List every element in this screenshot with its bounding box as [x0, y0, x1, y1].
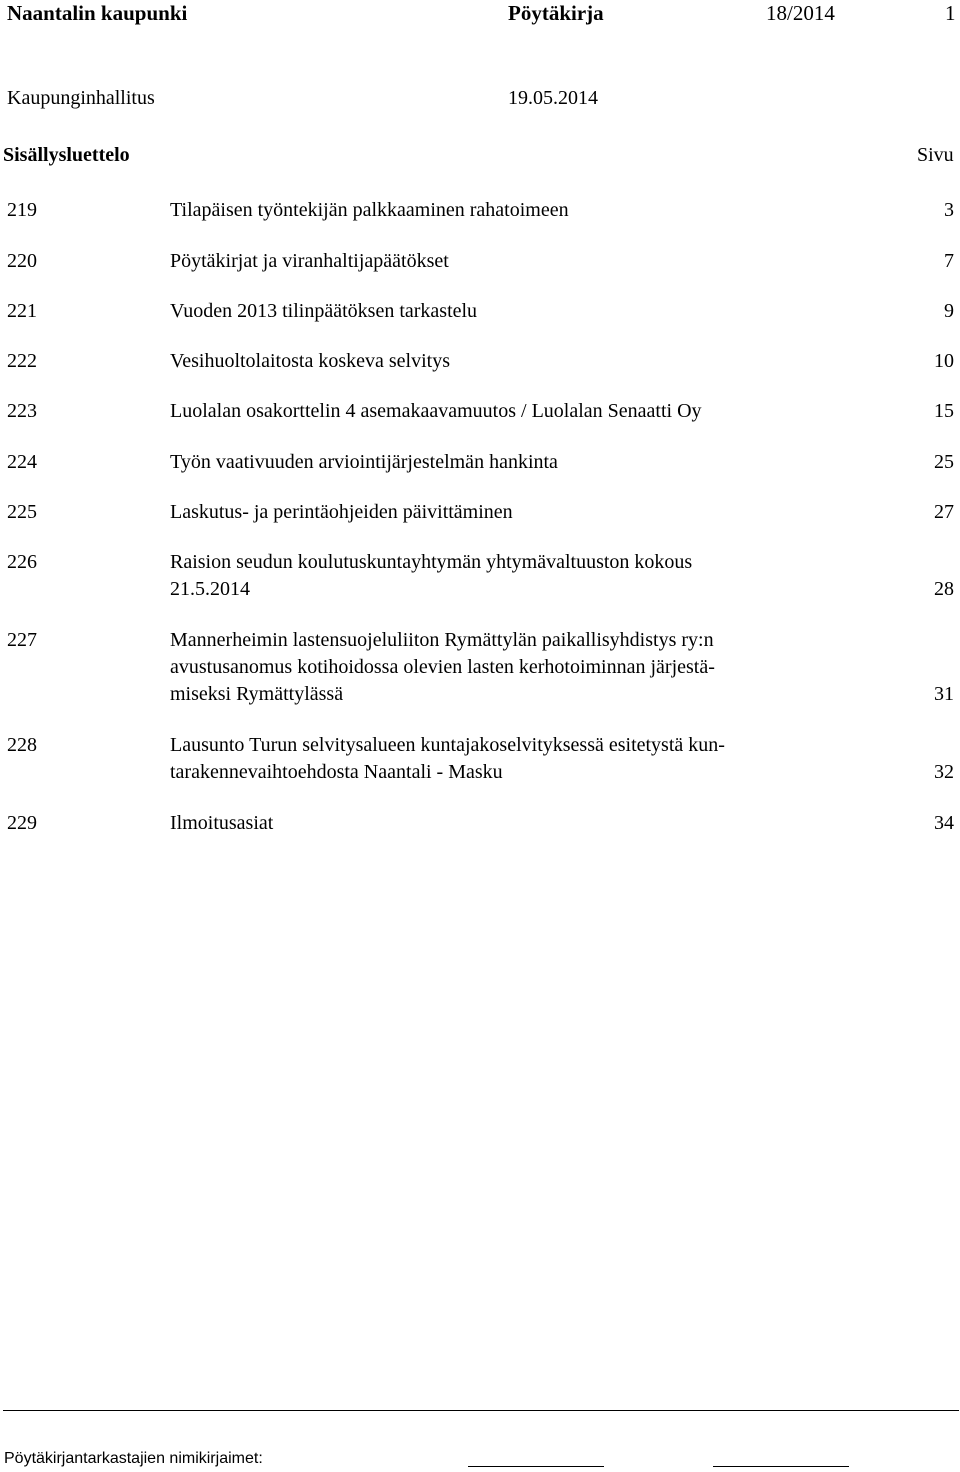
toc-entry-page: 15	[934, 400, 954, 422]
toc-entry-page: 10	[934, 350, 954, 372]
toc-entry	[0, 549, 960, 603]
toc-entry-number: 229	[7, 812, 37, 834]
signature-label: Pöytäkirjantarkastajien nimikirjaimet:	[4, 1450, 263, 1467]
toc-entry-number: 223	[7, 400, 37, 422]
toc-entry-title: Tilapäisen työntekijän palkkaaminen rahatoimeen	[170, 199, 569, 221]
toc-entry-title: Vesihuoltolaitosta koskeva selvitys	[170, 350, 450, 372]
footer-divider	[3, 1410, 959, 1411]
toc-entry-number: 220	[7, 250, 37, 272]
toc-entry-number: 224	[7, 451, 37, 473]
toc-entry	[0, 348, 960, 375]
meeting-body: Kaupunginhallitus	[7, 87, 155, 109]
toc-entry-title: Lausunto Turun selvitysalueen kuntajakoselvityksessä esitetystä kun- tarakennevaihtoehdosta Naantali - Masku	[170, 734, 725, 783]
toc-entry-page: 9	[944, 300, 954, 322]
page-number: 1	[945, 1, 956, 25]
toc-entry	[0, 449, 960, 476]
toc-entry-number: 225	[7, 501, 37, 523]
toc-entry-title: Laskutus- ja perintäohjeiden päivittäminen	[170, 501, 513, 523]
document-type: Pöytäkirja	[508, 1, 604, 25]
toc-entry	[0, 248, 960, 275]
toc-entry	[0, 627, 960, 708]
document-number: 18/2014	[766, 1, 835, 25]
signature-line-2	[713, 1466, 849, 1467]
toc-entry-page: 32	[934, 761, 954, 783]
toc-entry	[0, 298, 960, 325]
toc-entry-title: Luolalan osakorttelin 4 asemakaavamuutos / Luolalan Senaatti Oy	[170, 400, 702, 422]
city-name: Naantalin kaupunki	[7, 1, 188, 25]
toc-entry-number: 228	[7, 734, 37, 756]
toc-entry	[0, 499, 960, 526]
toc-entry	[0, 197, 960, 224]
toc-entry-page: 27	[934, 501, 954, 523]
toc-entry-number: 222	[7, 350, 37, 372]
toc-entry-title: Raision seudun koulutuskuntayhtymän yhtymävaltuuston kokous 21.5.2014	[170, 551, 693, 600]
toc-entry-number: 227	[7, 629, 37, 651]
meeting-date: 19.05.2014	[508, 87, 598, 109]
toc-entry-number: 219	[7, 199, 37, 221]
toc-entry-title: Mannerheimin lastensuojeluliiton Rymättylän paikallisyhdistys ry:n avustusanomus kotihoidossa olevien lasten kerhotoiminnan järjestä- miseksi Rymättylässä	[170, 629, 715, 705]
toc-entry-page: 28	[934, 578, 954, 600]
toc-entry-title: Ilmoitusasiat	[170, 812, 274, 834]
toc-entry-page: 7	[944, 250, 954, 272]
toc-entry-page: 31	[934, 683, 954, 705]
toc-entry	[0, 732, 960, 786]
toc-page-heading: Sivu	[917, 144, 954, 166]
signature-line-1	[468, 1466, 604, 1467]
toc-entry-page: 34	[934, 812, 954, 834]
toc-entry-page: 3	[944, 199, 954, 221]
toc-entry	[0, 398, 960, 425]
toc-entry	[0, 810, 960, 837]
toc-entry-page: 25	[934, 451, 954, 473]
toc-entry-number: 221	[7, 300, 37, 322]
toc-title: Sisällysluettelo	[3, 144, 130, 166]
toc-entry-title: Pöytäkirjat ja viranhaltijapäätökset	[170, 250, 449, 272]
toc-entry-title: Työn vaativuuden arviointijärjestelmän hankinta	[170, 451, 558, 473]
toc-entry-title: Vuoden 2013 tilinpäätöksen tarkastelu	[170, 300, 478, 322]
toc-entry-number: 226	[7, 551, 37, 573]
